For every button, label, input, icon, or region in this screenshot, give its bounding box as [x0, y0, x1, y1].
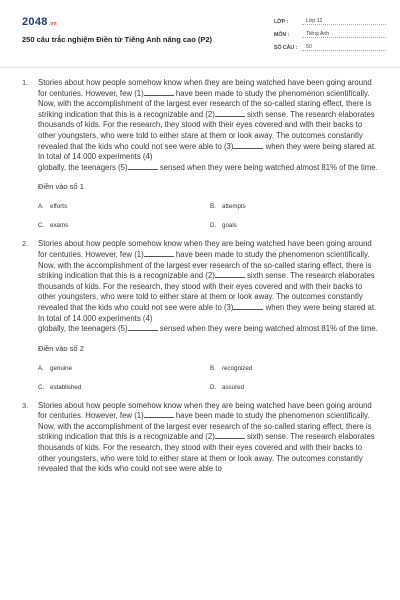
- meta-value: 50: [302, 44, 386, 51]
- question-number: 2.: [22, 239, 29, 249]
- passage-text: when they were being stared at. In total of 14.000 experiments (4): [38, 141, 377, 162]
- answer-options: [38, 203, 380, 229]
- blank-line: [128, 163, 158, 170]
- meta-row-class: [274, 15, 386, 28]
- site-logo[interactable]: [22, 16, 57, 28]
- passage-text: globally, the teenagers (5): [38, 324, 128, 334]
- option-letter: B.: [210, 203, 216, 211]
- option-c[interactable]: [38, 222, 210, 229]
- question-number: 3.: [22, 400, 29, 410]
- blank-line: [215, 432, 245, 439]
- passage-text: Stories about how people somehow know when they are being watched have been going around for centuries. However, few (1): [38, 78, 372, 98]
- meta-key: MÔN :: [274, 31, 290, 38]
- document-title: 250 câu trắc nghiệm Điền từ Tiếng Anh nâng cao (P2): [22, 35, 213, 44]
- option-text: exams: [50, 222, 69, 230]
- blank-line: [215, 271, 245, 278]
- question-body: [38, 78, 380, 229]
- passage-text: when they were being stared at. In total of 14.000 experiments (4): [38, 302, 377, 323]
- option-letter: B.: [210, 364, 216, 372]
- option-b[interactable]: [210, 203, 380, 210]
- option-d[interactable]: [210, 222, 380, 229]
- blank-line: [233, 303, 263, 310]
- passage-text: sixth sense. The research elaborates thousands of kids. For the research, they stood with their eyes covered and with their backs to other youngsters, who were told to either stare at them or look away. The outcomes constantly revealed that the kids who could not see were able to (3): [38, 271, 375, 312]
- header-divider: [0, 67, 400, 68]
- option-a[interactable]: [38, 203, 210, 210]
- passage-text: have been made to study the phenomenon scientifically. Now, with the accomplishment of the largest ever research of the so-called staring effect, there is striking indication that this is a recognizable and (2): [38, 88, 372, 119]
- option-a[interactable]: [38, 365, 210, 372]
- option-letter: C.: [38, 383, 45, 391]
- question-body: [38, 401, 380, 475]
- option-text: attempts: [222, 203, 246, 211]
- option-letter: A.: [38, 203, 44, 211]
- logo-domain: .vn: [48, 21, 57, 27]
- passage-text: sixth sense. The research elaborates thousands of kids. For the research, they stood with their eyes covered and with their backs to other youngsters, who were told to either stare at them or look away. The outcomes constantly revealed that the kids who could not see were able to (3): [38, 109, 375, 151]
- meta-key: LỚP :: [274, 18, 289, 25]
- option-letter: D.: [210, 383, 217, 391]
- question-item: [22, 239, 380, 390]
- question-body: [38, 239, 380, 390]
- passage-text: Stories about how people somehow know when they are being watched have been going around for centuries. However, few (1): [38, 239, 372, 259]
- blank-line: [128, 324, 158, 331]
- meta-value: Tiếng Anh: [302, 31, 386, 38]
- option-d[interactable]: [210, 384, 380, 391]
- meta-info: [274, 15, 386, 54]
- blank-line: [144, 411, 174, 418]
- passage-text: sensed when they were being watched almost 81% of the time.: [157, 324, 378, 334]
- blank-line: [144, 250, 174, 257]
- blank-line: [144, 89, 174, 96]
- passage-text: globally, the teenagers (5): [38, 162, 128, 172]
- option-letter: D.: [210, 222, 217, 230]
- option-letter: C.: [38, 222, 45, 230]
- question-prompt: Điền vào số 1: [38, 182, 84, 192]
- question-passage: [38, 401, 380, 475]
- meta-key: SỐ CÂU :: [274, 44, 298, 51]
- question-passage: [38, 78, 380, 173]
- question-item: [22, 401, 380, 475]
- option-text: assured: [222, 383, 245, 391]
- meta-value: Lớp 12: [302, 18, 386, 25]
- option-text: established: [50, 383, 82, 391]
- passage-text: sensed when they were being watched almost 81% of the time.: [157, 162, 378, 172]
- option-text: efforts: [50, 203, 68, 211]
- question-number: 1.: [22, 78, 29, 87]
- blank-line: [233, 142, 263, 149]
- option-text: goals: [222, 222, 237, 230]
- question-list: [22, 78, 380, 485]
- answer-options: [38, 365, 380, 391]
- option-c[interactable]: [38, 384, 210, 391]
- passage-text: have been made to study the phenomenon scientifically. Now, with the accomplishment of the largest ever research of the so-called staring effect, there is striking indication that this is a recognizable and (2): [38, 249, 372, 281]
- question-passage: [38, 239, 380, 334]
- document-header: [22, 12, 382, 62]
- option-text: recognized: [222, 364, 253, 372]
- passage-text: Stories about how people somehow know when they are being watched have been going around for centuries. However, few (1): [38, 400, 372, 421]
- option-text: genuine: [50, 364, 73, 372]
- option-letter: A.: [38, 364, 44, 372]
- meta-row-count: [274, 41, 386, 54]
- passage-text: have been made to study the phenomenon scientifically. Now, with the accomplishment of the largest ever research of the so-called staring effect, there is striking indication that this is a recognizable and (2): [38, 411, 372, 442]
- meta-row-subject: [274, 28, 386, 41]
- logo-text: 2048: [22, 16, 48, 28]
- option-b[interactable]: [210, 365, 380, 372]
- question-prompt: Điền vào số 2: [38, 343, 84, 353]
- passage-text: sixth sense. The research elaborates thousands of kids. For the research, they stood with their eyes covered and with their backs to other youngsters, who were told to either stare at them or look away. The outcomes constantly revealed that the kids who could not see were able to: [38, 432, 375, 474]
- blank-line: [215, 110, 245, 117]
- question-item: [22, 78, 380, 229]
